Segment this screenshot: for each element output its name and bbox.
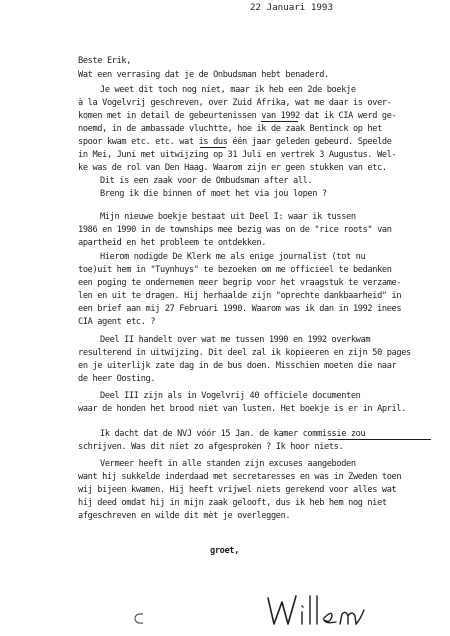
letter-line: 1986 en 1990 in de townships mee bezig was on de "rice roots" van <box>78 225 392 235</box>
letter-line: toe)uit hem in "Tuynhuys" te bezoeken om me officieel te bedanken <box>78 265 392 275</box>
letter-line: de heer Oosting. <box>78 374 156 384</box>
letter-line: Deel II handelt over wat me tussen 1990 en 1992 overkwam <box>100 335 371 345</box>
underline-mark <box>200 147 226 148</box>
underline-mark <box>328 439 431 440</box>
letter-line: noemd, in de ambassade vluchtte, hoe ik de zaak Bentinck op het <box>78 124 382 134</box>
letter-line: Vermeer heeft in alle standen zijn excuses aangeboden <box>100 459 356 469</box>
letter-line: Breng ik die binnen of moet het via jou lopen ? <box>100 189 327 199</box>
letter-line: spoor kwam etc. etc. wat is dus één jaar geleden gebeurd. Speelde <box>78 137 392 147</box>
letter-line: waar de honden het brood niet van lusten. Het boekje is er in April. <box>78 404 407 414</box>
handwritten-signature <box>262 590 372 630</box>
letter-line: len en uit te dragen. Hij herhaalde zijn "oprechte dankbaarheid" in <box>78 291 402 301</box>
letter-line: afgeschreven en wilde dit mèt je overleggen. <box>78 511 291 521</box>
letter-line: apartheid en het probleem te ontdekken. <box>78 238 267 248</box>
letter-line: à la Vogelvrij geschreven, over Zuid Afrika, wat me daar is over- <box>78 98 392 108</box>
closing: groet, <box>210 546 239 556</box>
letter-line: CIA agent etc. ? <box>78 317 156 327</box>
letter-line: resulterend in uitwijzing. Dit deel zal ik kopieeren en zijn 50 pages <box>78 348 411 358</box>
letter-line: en je uiterlijk zate dag in de bus doen. Misschien moeten die naar <box>78 361 397 371</box>
letter-line: Mijn nieuwe boekje bestaat uit Deel I: waar ik tussen <box>100 212 356 222</box>
letter-line: schrijven. Was dit niet zo afgesproken ? Ik hoor niets. <box>78 442 344 452</box>
letter-line: Dit is een zaak voor de Ombudsman after all. <box>100 176 313 186</box>
letter-line: komen met in detail de gebeurtenissen van 1992 dat ik CIA werd ge- <box>78 111 397 121</box>
letter-date: 22 Januari 1993 <box>250 2 333 13</box>
letter-line: hij deed omdat hij in mijn zaak gelooft, dus ik heb hem nog niet <box>78 498 387 508</box>
letter-line: een brief aan mij 27 Februari 1990. Waarom was ik dan in 1992 inees <box>78 304 402 314</box>
margin-mark <box>132 611 146 625</box>
letter-line: wij bijeen kwamen. Hij heeft vrijwel niets gerekend voor alles wat <box>78 485 397 495</box>
underline-mark <box>261 121 298 122</box>
letter-line: Hierom nodigde De Klerk me als enige journalist (tot nu <box>100 252 366 262</box>
letter-line: Je weet dit toch nog niet, maar ik heb een 2de boekje <box>100 85 356 95</box>
salutation: Beste Erik, <box>78 56 132 66</box>
letter-line: Ik dacht dat de NVJ vóór 15 Jan. de kamer commissie zou <box>100 429 366 439</box>
letter-line: ke was de rol van Den Haag. Waarom zijn er geen stukken van etc. <box>78 163 387 173</box>
letter-line: een poging te ondernemen meer begrip voor het vraagstuk te verzame- <box>78 278 402 288</box>
letter-line: in Mei, Juni met uitwijzing op 31 Juli en vertrek 3 Augustus. Wel- <box>78 150 397 160</box>
letter-line: Wat een verrasing dat je de Onbudsman hebt benaderd. <box>78 70 329 80</box>
letter-line: Deel III zijn als in Vogelvrij 40 officiele documenten <box>100 391 361 401</box>
letter-line: want hij sukkelde inderdaad met secretaresses en was in Zweden toen <box>78 472 402 482</box>
